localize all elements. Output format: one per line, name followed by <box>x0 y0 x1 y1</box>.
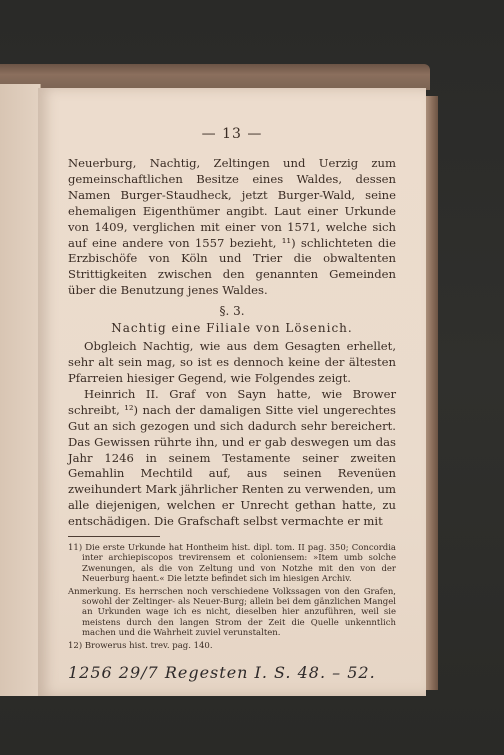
book-top-edge <box>0 64 430 90</box>
section-title: Nachtig eine Filiale von Lösenich. <box>111 321 353 336</box>
book-right-edge <box>424 96 438 690</box>
section-number: §. 3. <box>219 304 245 319</box>
page-number: — 13 — <box>201 126 263 142</box>
footnote-annotation: Anmerkung. Es herrschen noch verschiedene Volkssagen von den Grafen, sowohl der Zeltinger- als Neuer-Burg; allein bei dem gänzlichen Mangel an Urkunden wage ich es nicht, dieselben hier anzuführen, weil sie meistens durch den langen Strom der Zeit die Quelle unkenntlich machen und die Wahrheit zuviel verunstalten. <box>68 586 396 639</box>
left-page-sliver <box>0 84 41 696</box>
page-content <box>68 126 396 682</box>
footnote-11: 11) Die erste Urkunde hat Hontheim hist. dipl. tom. II pag. 350; Concordia inter archiepiscopos trevirensem et coloniensem: »Item umb solche Zwenungen, als die von Zeltung und von Notzhe mit den von der Neuerburg haent.« Die letzte befindet sich im hiesigen Archiv. <box>68 543 396 585</box>
book-page <box>38 88 426 696</box>
handwritten-note: 1256 29/7 Regesten I. S. 48. – 52. <box>68 663 376 683</box>
paragraph-2: Obgleich Nachtig, wie aus dem Gesagten erhellet, sehr alt sein mag, so ist es dennoch keine der ältesten Pfarreien hiesiger Gegend, wie Folgendes zeigt. <box>68 339 396 385</box>
footnote-12: 12) Browerus hist. trev. pag. 140. <box>68 640 213 651</box>
footnote-divider <box>68 536 160 537</box>
paragraph-3: Heinrich II. Graf von Sayn hatte, wie Brower schreibt, ¹²) nach der damaligen Sitte viel ungerechtes Gut an sich gezogen und sich dadurch sehr bereichert. Das Gewissen rührte ihn, und er gab deswegen um das Jahr 1246 in seinem Testamente seiner zweiten Gemahlin Mechtild auf, aus seinen Revenüen zweihundert Mark jährlicher Renten zu verwenden, um alle diejenigen, welchen er Unrecht gethan hatte, zu entschädigen. Die Grafschaft selbst vermachte er mit <box>68 386 396 529</box>
paragraph-1: Neuerburg, Nachtig, Zeltingen und Uerzig zum gemeinschaftlichen Besitze eines Waldes, dessen Namen Burger-Staudheck, jetzt Burger-Wald, seine ehemaligen Eigenthümer angibt. Laut einer Urkunde von 1409, verglichen mit einer von 1571, welche sich auf eine andere von 1557 bezieht, ¹¹) schlichteten die Erzbischöfe von Köln und Trier die obwaltenten Strittigkeiten zwischen den genannten Gemeinden über die Benutzung jenes Waldes. <box>68 156 396 298</box>
